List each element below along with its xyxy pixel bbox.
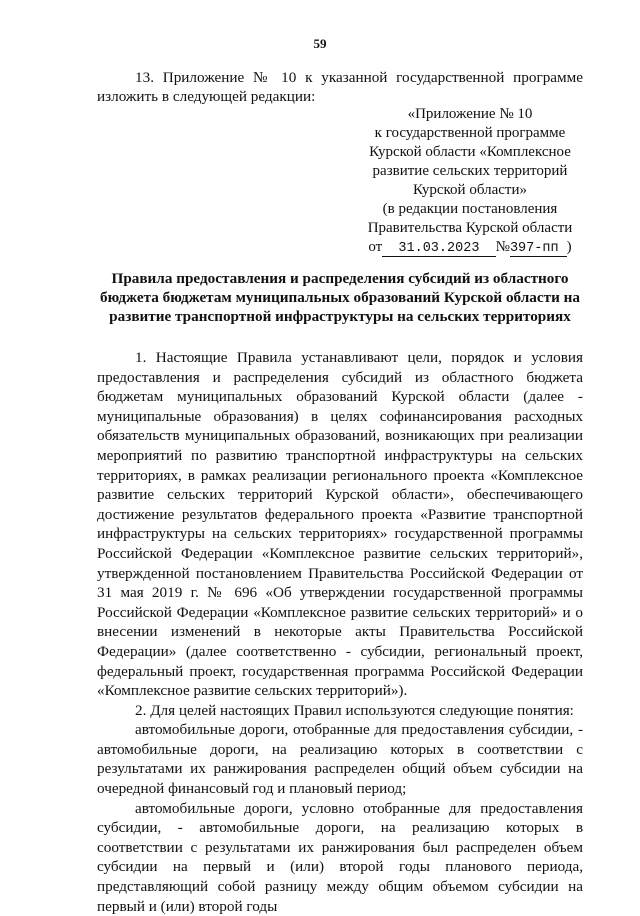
appendix-header (350, 105, 590, 258)
decree-date: 31.03.2023 (382, 241, 495, 257)
decree-line (350, 238, 590, 258)
paragraph: автомобильные дороги, отобранные для предоставления субсидии, - автомобильные дороги, на реализацию которых в соответствии с результатами их ранжирования распределен общий объем субсидии на очередной финансовый год и плановый период; (97, 721, 583, 798)
paragraph: 2. Для целей настоящих Правил используются следующие понятия: (135, 701, 574, 719)
page-number: 59 (313, 36, 327, 51)
appendix-line: «Приложение № 10 (407, 106, 533, 122)
paragraph: 1. Настоящие Правила устанавливают цели, порядок и условия предоставления и распределения субсидий из областного бюджета бюджетам муниципальных образований Курской области (далее - муниципальные образования) в целях софинансирования расходных обязательств муниципальных образований, возникающих при реализации мероприятий по развитию транспортной инфраструктуры на сельских территориях, в рамках реализации регионального проекта «Комплексное развитие сельских территорий Курской области», обеспечивающего достижение результатов федерального проекта «Развитие транспортной инфраструктуры на сельских территориях» государственной программы Российской Федерации «Комплексное развитие сельских территорий», утвержденной постановлением Правительства Российской Федерации от 31 мая 2019 г. № 696 «Об утверждении государственной программы Российской Федерации «Комплексное развитие сельских территорий» и о внесении изменений в некоторые акты Правительства Российской Федерации» (далее соответственно - субсидии, региональный проект, федеральный проект, государственная программа Российской Федерации «Комплексное развитие сельских территорий»). (97, 349, 583, 700)
decree-number: 397-пп (510, 241, 567, 257)
appendix-line: развитие сельских территорий (372, 163, 568, 179)
appendix-line: к государственной программе (374, 125, 566, 141)
paragraph: автомобильные дороги, условно отобранные для предоставления субсидии, - автомобильные дороги, на реализацию которых в соответствии с результатами их ранжирования был распределен объем субсидии на первый и (или) второй годы планового периода, представляющий собой разницу между общим объемом субсидии на первый и (или) второй годы (97, 799, 583, 915)
appendix-line: Правительства Курской области (367, 220, 573, 236)
appendix-line: Курской области «Комплексное (369, 144, 571, 160)
document-body (97, 348, 583, 916)
appendix-line: Курской области» (413, 182, 527, 198)
appendix-line: (в редакции постановления (382, 201, 558, 217)
decree-prefix: от (368, 239, 383, 255)
document-title: Правила предоставления и распределения субсидий из областного бюджета бюджетам муниципальных образований Курской области на развитие транспортной инфраструктуры на сельских территориях (100, 270, 580, 325)
intro-paragraph: 13. Приложение № 10 к указанной государственной программе изложить в следующей редакции: (97, 69, 583, 105)
decree-number-sign: № (495, 239, 510, 255)
decree-suffix: ) (566, 239, 572, 255)
